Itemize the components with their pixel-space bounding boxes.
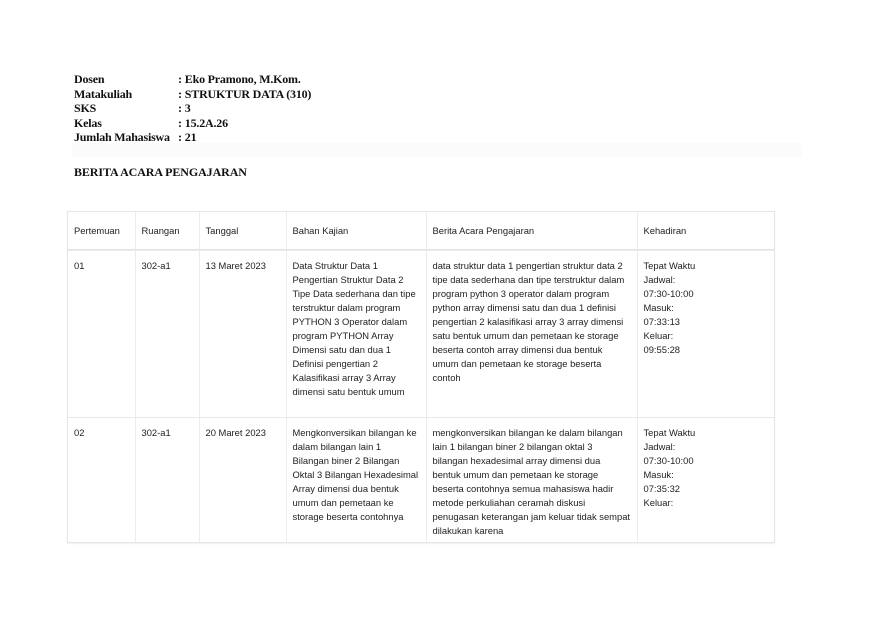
section-title: BERITA ACARA PENGAJARAN (74, 165, 247, 179)
column-header-berita-acara: Berita Acara Pengajaran (426, 212, 637, 250)
table-row (68, 418, 774, 543)
info-value: 3 (184, 101, 191, 115)
cell-bahan-kajian: Data Struktur Data 1 Pengertian Struktur Data 2 Tipe Data sederhana dan tipe terstruktur dalam program PYTHON 3 Operator dalam program PYTHON Array Dimensi satu dan dua 1 Definisi pengertian 2 Kalasifikasi array 3 Array dimensi satu bentuk umum (286, 251, 426, 418)
kehadiran-jadwal-label: Jadwal: (643, 441, 676, 452)
cell-bahan-kajian: Mengkonversikan bilangan ke dalam bilangan lain 1 Bilangan biner 2 Bilangan Oktal 3 Bilangan Hexadesimal Array dimensi dua bentuk umum dan pemetaan ke storage beserta contohnya (286, 418, 426, 543)
info-value: 21 (184, 130, 197, 144)
kehadiran-masuk-value: 07:35:32 (643, 483, 680, 494)
cell-pertemuan: 02 (68, 418, 135, 543)
cell-berita-acara: mengkonversikan bilangan ke dalam bilangan lain 1 bilangan biner 2 bilangan oktal 3 bilangan hexadesimal array dimensi dua bentuk umum dan pemetaan ke storage beserta contohnya semua mahasiswa hadir metode perkuliahan ceramah diskusi penugasan keterangan jam keluar tidak sempat dilakukan karena (426, 418, 637, 543)
kehadiran-status: Tepat Waktu (643, 260, 696, 271)
cell-kehadiran (637, 251, 774, 418)
info-separator: : (178, 86, 182, 101)
info-value: 15.2A.26 (184, 115, 228, 130)
cell-berita-acara: data struktur data 1 pengertian struktur data 2 tipe data sederhana dan tipe terstruktur dalam program python 3 operator dalam program python array dimensi satu dan dua 1 definisi pengertian 2 kalasifikasi array 3 array dimensi satu bentuk umum dan pemetaan ke storage beserta contoh array dimensi dua bentuk umum dan pemetaan ke storage beserta contoh (426, 251, 637, 418)
kehadiran-keluar-value: 09:55:28 (643, 344, 680, 355)
column-header-bahan-kajian: Bahan Kajian (286, 212, 426, 250)
info-value: Eko Pramono, M.Kom. (184, 72, 301, 86)
kehadiran-status: Tepat Waktu (643, 427, 696, 438)
info-separator: : (178, 130, 182, 144)
info-row-sks (74, 101, 804, 116)
info-row-dosen (74, 72, 804, 87)
kehadiran-jadwal-value: 07:30-10:00 (643, 288, 694, 299)
table-row (68, 251, 774, 418)
kehadiran-jadwal-value: 07:30-10:00 (643, 455, 694, 466)
cell-tanggal: 13 Maret 2023 (199, 251, 286, 418)
info-label: SKS (74, 101, 97, 115)
column-header-ruangan: Ruangan (135, 212, 199, 250)
info-separator: : (178, 72, 182, 86)
header-divider (72, 143, 802, 157)
kehadiran-keluar-label: Keluar: (643, 497, 674, 508)
info-label: Dosen (74, 72, 105, 86)
info-separator: : (178, 115, 182, 130)
info-separator: : (178, 101, 182, 115)
cell-kehadiran (637, 418, 774, 543)
course-info (74, 72, 804, 145)
kehadiran-masuk-value: 07:33:13 (643, 316, 680, 327)
cell-ruangan: 302-a1 (135, 418, 199, 543)
kehadiran-masuk-label: Masuk: (643, 469, 674, 480)
info-label: Kelas (74, 115, 102, 130)
kehadiran-jadwal-label: Jadwal: (643, 274, 676, 285)
info-label: Matakuliah (74, 86, 133, 101)
info-label: Jumlah Mahasiswa (74, 130, 170, 144)
column-header-tanggal: Tanggal (199, 212, 286, 250)
teaching-record-table (67, 211, 775, 543)
table-header-row (68, 212, 774, 250)
kehadiran-masuk-label: Masuk: (643, 302, 674, 313)
cell-pertemuan: 01 (68, 251, 135, 418)
info-row-kelas (74, 116, 804, 131)
info-value: STRUKTUR DATA (310) (184, 86, 312, 101)
info-row-jumlah-mahasiswa (74, 130, 804, 145)
cell-tanggal: 20 Maret 2023 (199, 418, 286, 543)
column-header-pertemuan: Pertemuan (68, 212, 135, 250)
info-row-matakuliah (74, 87, 804, 102)
column-header-kehadiran: Kehadiran (637, 212, 774, 250)
cell-ruangan: 302-a1 (135, 251, 199, 418)
kehadiran-keluar-label: Keluar: (643, 330, 674, 341)
